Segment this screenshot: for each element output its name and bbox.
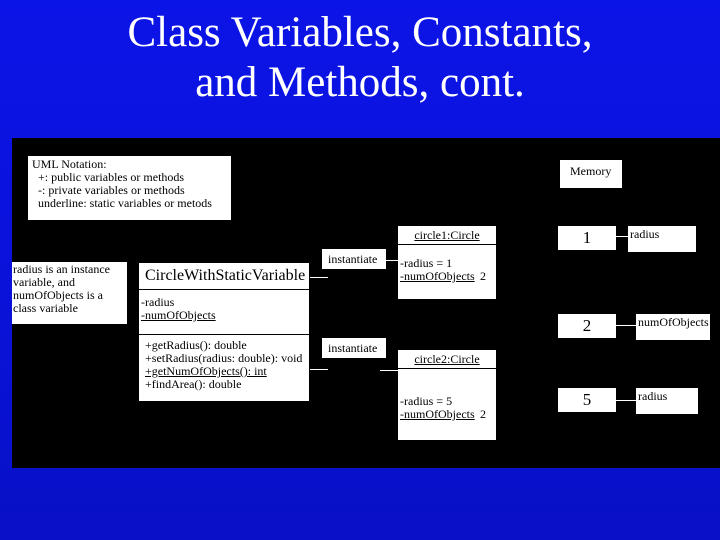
title-line-1: Class Variables, Constants, [127,9,593,56]
instantiate-label-2: instantiate [322,338,386,358]
object-circle2 [398,350,496,440]
object-attributes [398,369,496,421]
object-numofobjects-row [400,270,494,283]
object-numofobjects: -numOfObjects [400,269,475,283]
note-line: radius is an instance [13,262,110,276]
class-name: CircleWithStaticVariable [139,263,309,290]
memory-cell-3: 5 [558,388,616,412]
method-getnumofobjects: +getNumOfObjects(): int [145,364,267,378]
legend-underline: underline: static variables or metods [38,196,212,210]
memory-connector [616,325,636,326]
memory-connector [616,236,628,237]
class-methods [139,335,309,391]
legend-heading: UML Notation: [32,157,107,171]
instantiate-label-1: instantiate [322,249,386,269]
object-circle1 [398,226,496,299]
uml-diagram [12,138,720,468]
object-count: 2 [480,407,486,421]
memory-cell-2: 2 [558,314,616,338]
class-attributes [139,290,309,335]
method-findarea: +findArea(): double [145,377,242,391]
object-attributes [398,245,496,283]
legend-public: +: public variables or methods [38,170,185,184]
method-getradius: +getRadius(): double [145,338,247,352]
memory-name-numofobjects: numOfObjects [636,314,710,340]
connector-line [310,369,328,370]
decorative-bar [0,510,720,540]
memory-name-radius-2: radius [636,388,698,414]
memory-connector [616,400,636,401]
explanation-note [12,262,127,324]
note-line: variable, and [13,275,75,289]
note-line: numOfObjects is a [13,288,103,302]
note-line: class variable [13,301,78,315]
memory-cell-1: 1 [558,226,616,250]
object-radius: -radius = 1 [400,256,453,270]
object-numofobjects-row [400,408,494,421]
attribute-radius: -radius [141,295,175,309]
memory-label: Memory [560,160,622,188]
legend-private: -: private variables or methods [38,183,185,197]
object-numofobjects: -numOfObjects [400,407,475,421]
connector-line [380,370,398,371]
object-radius: -radius = 5 [400,394,453,408]
object-name: circle2:Circle [398,350,496,369]
method-setradius: +setRadius(radius: double): void [145,351,303,365]
uml-notation-legend [28,156,231,220]
title-line-2: and Methods, cont. [195,59,525,106]
memory-name-radius-1: radius [628,226,696,252]
class-box [138,262,310,402]
object-name: circle1:Circle [398,226,496,245]
connector-line [310,277,328,278]
slide-title [0,8,720,108]
attribute-numofobjects: -numOfObjects [141,308,216,322]
object-count: 2 [480,269,486,283]
